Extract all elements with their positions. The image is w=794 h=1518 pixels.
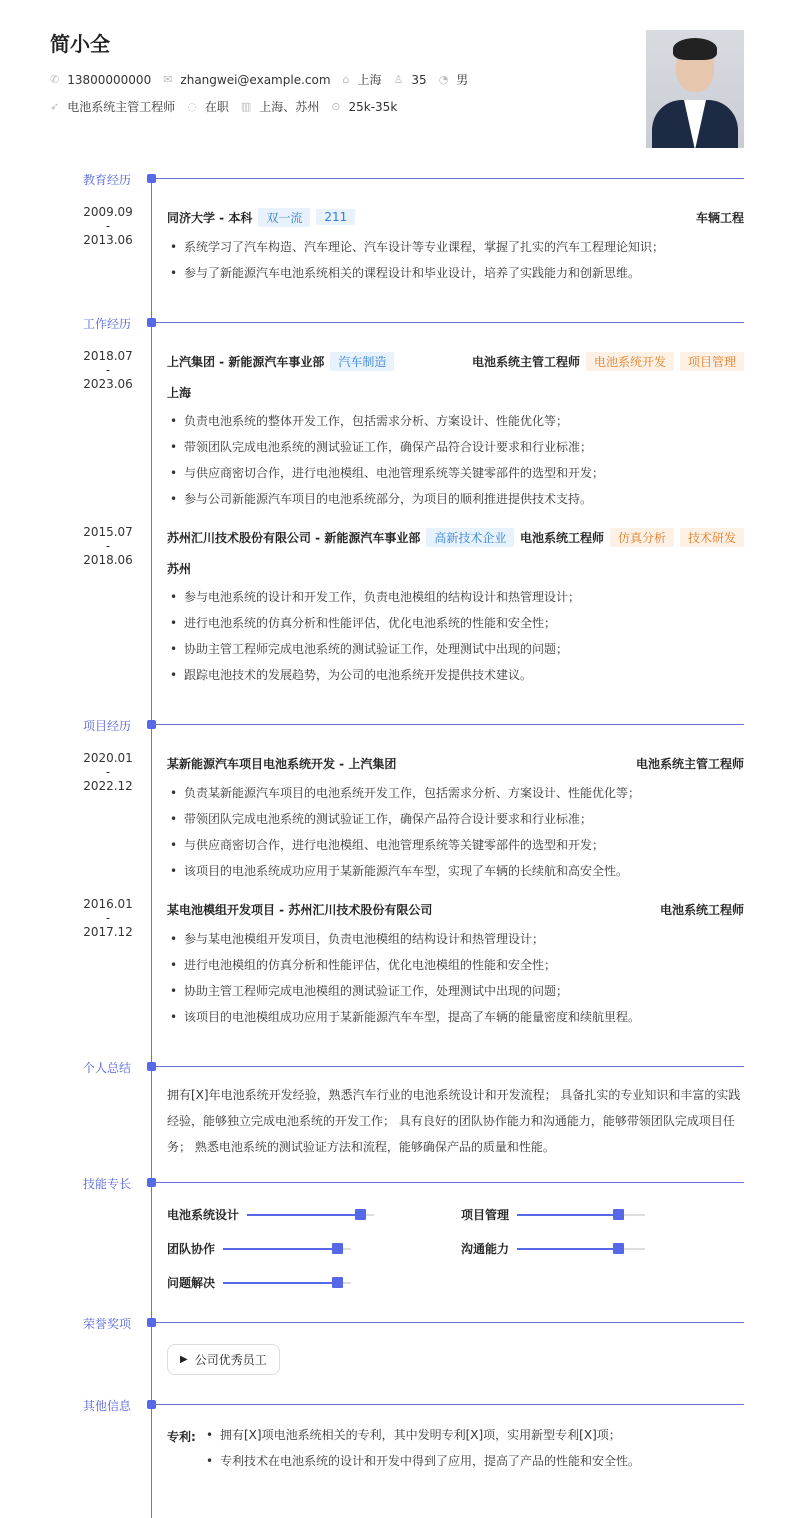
section-education (0, 173, 794, 185)
list-item: • 带领团队完成电池系统的测试验证工作，确保产品符合设计要求和行业标准； (167, 810, 744, 836)
list-item: • 该项目的电池模组成功应用于某新能源汽车车型，提高了车辆的能量密度和续航里程。 (167, 1008, 744, 1034)
candidate-name: 简小全 (50, 32, 110, 56)
skill-level-bar (517, 1248, 645, 1250)
phone: 13800000000 (67, 72, 152, 87)
tag-badge: 211 (316, 209, 355, 225)
gender: 男 (456, 73, 469, 87)
tag-badge: 技术研发 (680, 528, 744, 547)
section-work (0, 317, 794, 329)
section-summary (0, 1061, 794, 1073)
section-title: 工作经历 (83, 317, 132, 331)
section-title: 教育经历 (83, 173, 132, 187)
work-date: 2015.07 - 2018.06 (83, 525, 133, 567)
salary: 25k-35k (348, 99, 398, 114)
section-title: 项目经历 (83, 719, 132, 733)
age-icon: ♙ (393, 73, 404, 86)
target-position: 电池系统主管工程师 (67, 100, 176, 114)
tag-badge: 双一流 (258, 208, 310, 227)
skill-item: 团队协作 (167, 1240, 351, 1257)
section-divider (152, 1322, 744, 1323)
job-intent-row (50, 98, 409, 115)
skill-item: 问题解决 (167, 1274, 351, 1291)
list-item: • 拥有[X]项电池系统相关的专利，其中发明专利[X]项，实用新型专利[X]项； (203, 1426, 744, 1452)
section-title: 技能专长 (83, 1177, 132, 1191)
edu-header: 同济大学 - 本科 双一流 211 车辆工程 (167, 208, 744, 226)
list-item: • 参与了新能源汽车电池系统相关的课程设计和毕业设计，培养了实践能力和创新思维。 (167, 264, 744, 290)
list-item: • 与供应商密切合作，进行电池模组、电池管理系统等关键零部件的选型和开发； (167, 464, 744, 490)
job-status: 在职 (204, 100, 229, 114)
tag-badge: 高新技术企业 (426, 528, 514, 547)
list-item: • 协助主管工程师完成电池模组的测试验证工作，处理测试中出现的问题； (167, 982, 744, 1008)
mail-icon: ✉ (163, 73, 173, 86)
patent-label: 专利: (167, 1430, 196, 1444)
list-item: • 专利技术在电池系统的设计和开发中得到了应用，提高了产品的性能和安全性。 (203, 1452, 744, 1478)
building-icon: ▥ (240, 100, 252, 113)
patent-bullets (203, 1426, 744, 1478)
project-date: 2016.01 - 2017.12 (83, 897, 133, 939)
section-honors (0, 1317, 794, 1329)
section-title: 其他信息 (83, 1399, 132, 1413)
edu-date: 2009.09 - 2013.06 (83, 205, 133, 247)
email: zhangwei@example.com (180, 72, 331, 87)
list-item: • 参与公司新能源汽车项目的电池系统部分，为项目的顺利推进提供技术支持。 (167, 490, 744, 516)
profile-photo (646, 30, 744, 148)
work-city: 上海 (167, 386, 192, 400)
list-item: • 负责某新能源汽车项目的电池系统开发工作，包括需求分析、方案设计、性能优化等； (167, 784, 744, 810)
list-item: • 参与某电池模组开发项目，负责电池模组的结构设计和热管理设计； (167, 930, 744, 956)
section-title: 个人总结 (83, 1061, 132, 1075)
project-bullets (167, 784, 744, 888)
target-locations: 上海、苏州 (259, 100, 320, 114)
age: 35 (411, 72, 427, 87)
section-divider (152, 1404, 744, 1405)
skill-level-bar (247, 1214, 374, 1216)
skill-level-bar (517, 1214, 645, 1216)
honor-item: ▶ 公司优秀员工 (167, 1344, 280, 1375)
section-title: 荣誉奖项 (83, 1317, 132, 1331)
list-item: • 该项目的电池系统成功应用于某新能源汽车车型，实现了车辆的长续航和高安全性。 (167, 862, 744, 888)
work-bullets (167, 412, 744, 516)
tag-badge: 汽车制造 (330, 352, 394, 371)
tag-badge: 电池系统开发 (586, 352, 674, 371)
work-city: 苏州 (167, 562, 192, 576)
contact-row (50, 71, 480, 88)
phone-icon: ✆ (50, 73, 60, 86)
list-item: • 负责电池系统的整体开发工作，包括需求分析、方案设计、性能优化等； (167, 412, 744, 438)
city: 上海 (357, 73, 382, 87)
list-item: • 与供应商密切合作，进行电池模组、电池管理系统等关键零部件的选型和开发； (167, 836, 744, 862)
section-other (0, 1399, 794, 1411)
project-header: 某电池模组开发项目 - 苏州汇川技术股份有限公司 电池系统工程师 (167, 902, 744, 917)
section-skills (0, 1177, 794, 1189)
section-divider (152, 322, 744, 323)
section-divider (152, 1182, 744, 1183)
list-item: • 跟踪电池技术的发展趋势，为公司的电池系统开发提供技术建议。 (167, 666, 744, 692)
section-divider (152, 1066, 744, 1067)
send-icon: ➶ (50, 100, 60, 113)
summary-text: 拥有[X]年电池系统开发经验，熟悉汽车行业的电池系统设计和开发流程； 具备扎实的专业知识和丰富的实践经验，能够独立完成电池系统的开发工作； 具有良好的团队协作能力和沟通能力，能够带领团队完成项目任务； 熟悉电池系统的测试验证方法和流程，能够确保产品的质量和性能。 (167, 1088, 741, 1154)
list-item: • 进行电池系统的仿真分析和性能评估，优化电池系统的性能和安全性； (167, 614, 744, 640)
section-projects (0, 719, 794, 731)
project-header: 某新能源汽车项目电池系统开发 - 上汽集团 电池系统主管工程师 (167, 756, 744, 771)
list-item: • 进行电池模组的仿真分析和性能评估，优化电池模组的性能和安全性； (167, 956, 744, 982)
salary-icon: ⊙ (331, 100, 341, 113)
skill-item: 电池系统设计 (167, 1206, 374, 1223)
list-item: • 带领团队完成电池系统的测试验证工作，确保产品符合设计要求和行业标准； (167, 438, 744, 464)
work-header: 苏州汇川技术股份有限公司 - 新能源汽车事业部 高新技术企业 电池系统工程师 仿真分析 技术研发 (167, 528, 744, 546)
project-date: 2020.01 - 2022.12 (83, 751, 133, 793)
edu-bullets (167, 238, 744, 290)
section-divider (152, 178, 744, 179)
list-item: • 系统学习了汽车构造、汽车理论、汽车设计等专业课程，掌握了扎实的汽车工程理论知识； (167, 238, 744, 264)
skill-item: 项目管理 (461, 1206, 645, 1223)
tag-badge: 仿真分析 (610, 528, 674, 547)
skill-level-bar (223, 1282, 351, 1284)
home-icon: ⌂ (342, 73, 350, 86)
tag-badge: 项目管理 (680, 352, 744, 371)
section-divider (152, 724, 744, 725)
work-date: 2018.07 - 2023.06 (83, 349, 133, 391)
play-triangle-icon: ▶ (180, 1354, 188, 1365)
gender-icon: ◔ (438, 73, 449, 86)
work-bullets (167, 588, 744, 692)
list-item: • 协助主管工程师完成电池系统的测试验证工作，处理测试中出现的问题； (167, 640, 744, 666)
skill-level-bar (223, 1248, 351, 1250)
work-header: 上汽集团 - 新能源汽车事业部 汽车制造 电池系统主管工程师 电池系统开发 项目管理 (167, 352, 744, 370)
status-icon: ◌ (187, 100, 197, 113)
list-item: • 参与电池系统的设计和开发工作，负责电池模组的结构设计和热管理设计； (167, 588, 744, 614)
skill-item: 沟通能力 (461, 1240, 645, 1257)
project-bullets (167, 930, 744, 1034)
